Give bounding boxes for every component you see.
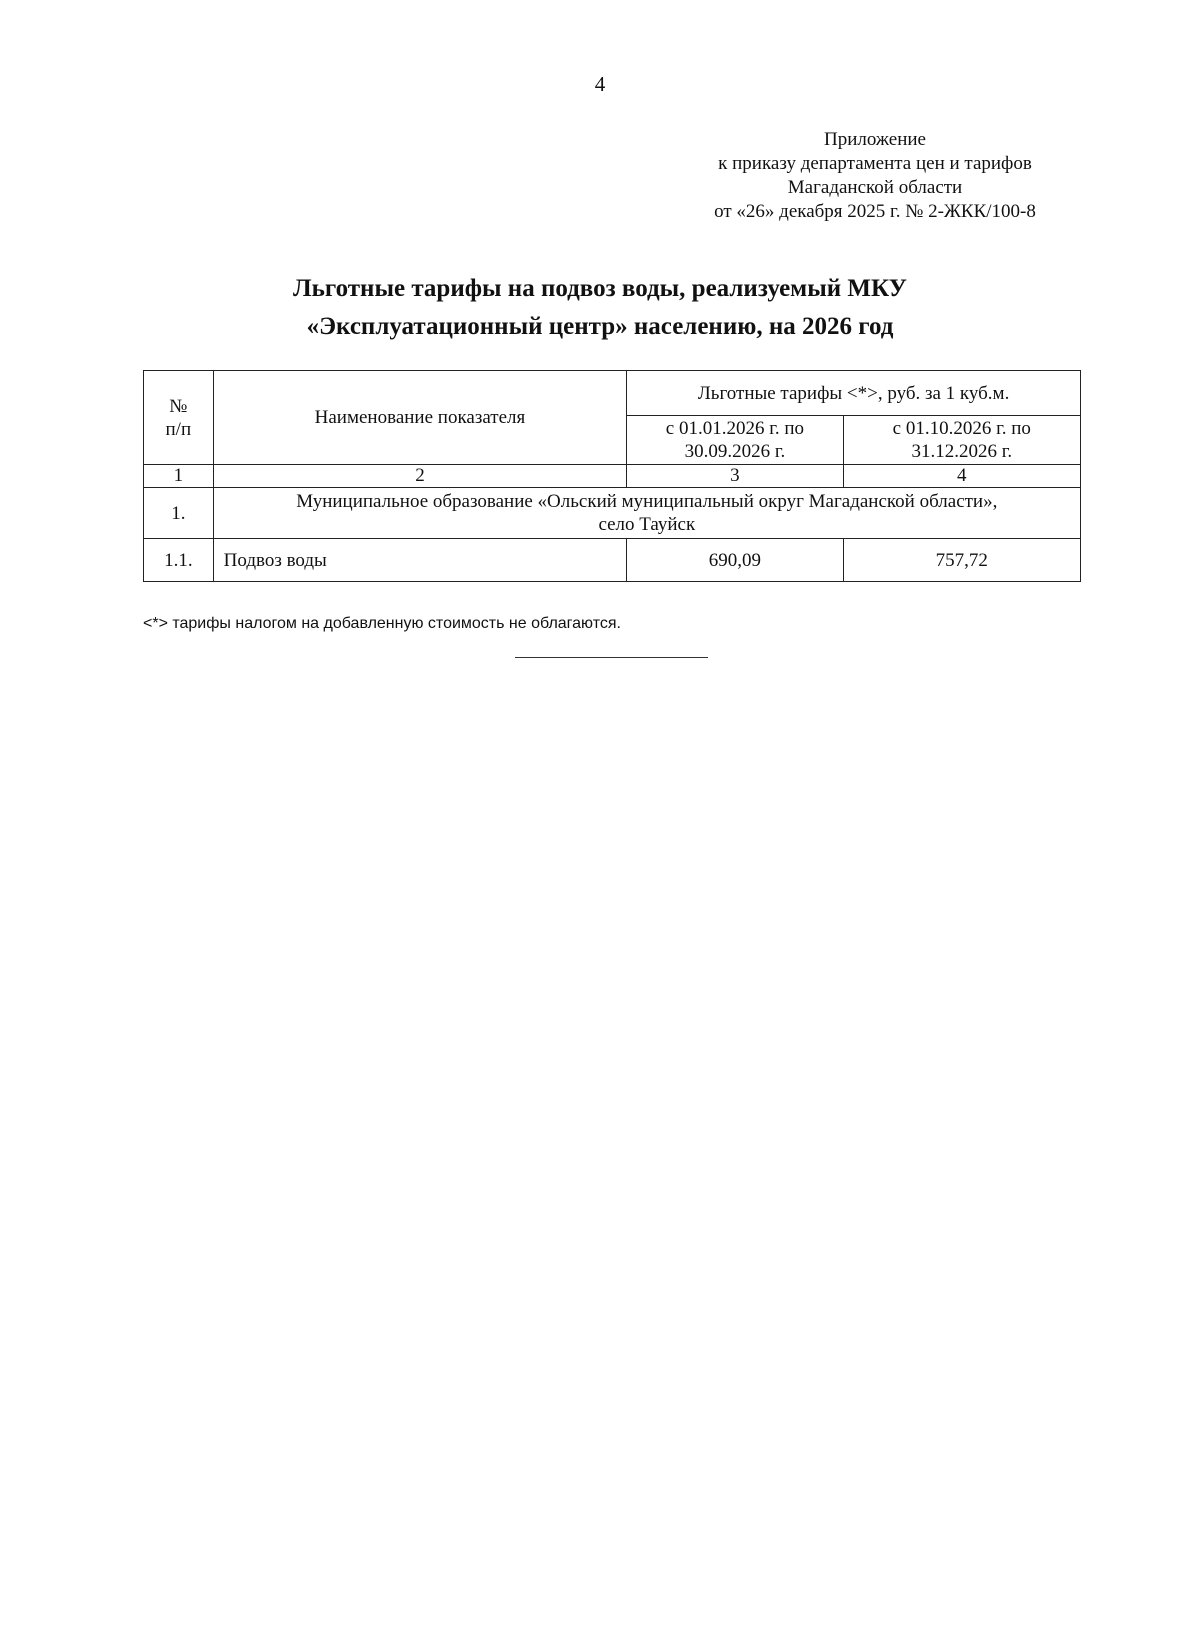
header-number-cell: № п/п xyxy=(144,371,214,465)
indicator-name: Подвоз воды xyxy=(213,539,627,582)
tariff-period-1: 690,09 xyxy=(627,539,843,582)
appendix-line: к приказу департамента цен и тарифов xyxy=(718,153,1032,174)
footnote: <*> тарифы налогом на добавленную стоимость не облагаются. xyxy=(143,615,621,632)
row-number: 1. xyxy=(144,488,214,539)
header-name-cell: Наименование показателя xyxy=(213,371,627,465)
header-tariff-group: Льготные тарифы <*>, руб. за 1 куб.м. xyxy=(627,371,1081,416)
header-period-1: с 01.01.2026 г. по 30.09.2026 г. xyxy=(627,416,843,465)
header-period-2: с 01.10.2026 г. по 31.12.2026 г. xyxy=(843,416,1080,465)
column-number-row xyxy=(144,465,1081,488)
document-title xyxy=(0,270,1200,346)
appendix-line: Приложение xyxy=(824,129,926,150)
column-number: 1 xyxy=(144,465,214,488)
row-number: 1.1. xyxy=(144,539,214,582)
appendix-line: от «26» декабря 2025 г. № 2-ЖКК/100-8 xyxy=(714,201,1036,222)
tariff-table xyxy=(143,370,1081,582)
column-number: 4 xyxy=(843,465,1080,488)
table-row xyxy=(144,488,1081,539)
table-header-row xyxy=(144,371,1081,416)
end-divider xyxy=(515,657,708,658)
appendix-reference xyxy=(660,128,1090,224)
tariff-period-2: 757,72 xyxy=(843,539,1080,582)
title-line: «Эксплуатационный центр» населению, на 2026 год xyxy=(306,313,894,340)
section-name: Муниципальное образование «Ольский муниципальный округ Магаданской области», село Тауйск xyxy=(213,488,1080,539)
table-row xyxy=(144,539,1081,582)
column-number: 3 xyxy=(627,465,843,488)
column-number: 2 xyxy=(213,465,627,488)
page-number: 4 xyxy=(594,72,606,96)
appendix-line: Магаданской области xyxy=(787,177,963,198)
title-line: Льготные тарифы на подвоз воды, реализуемый МКУ xyxy=(293,275,907,302)
